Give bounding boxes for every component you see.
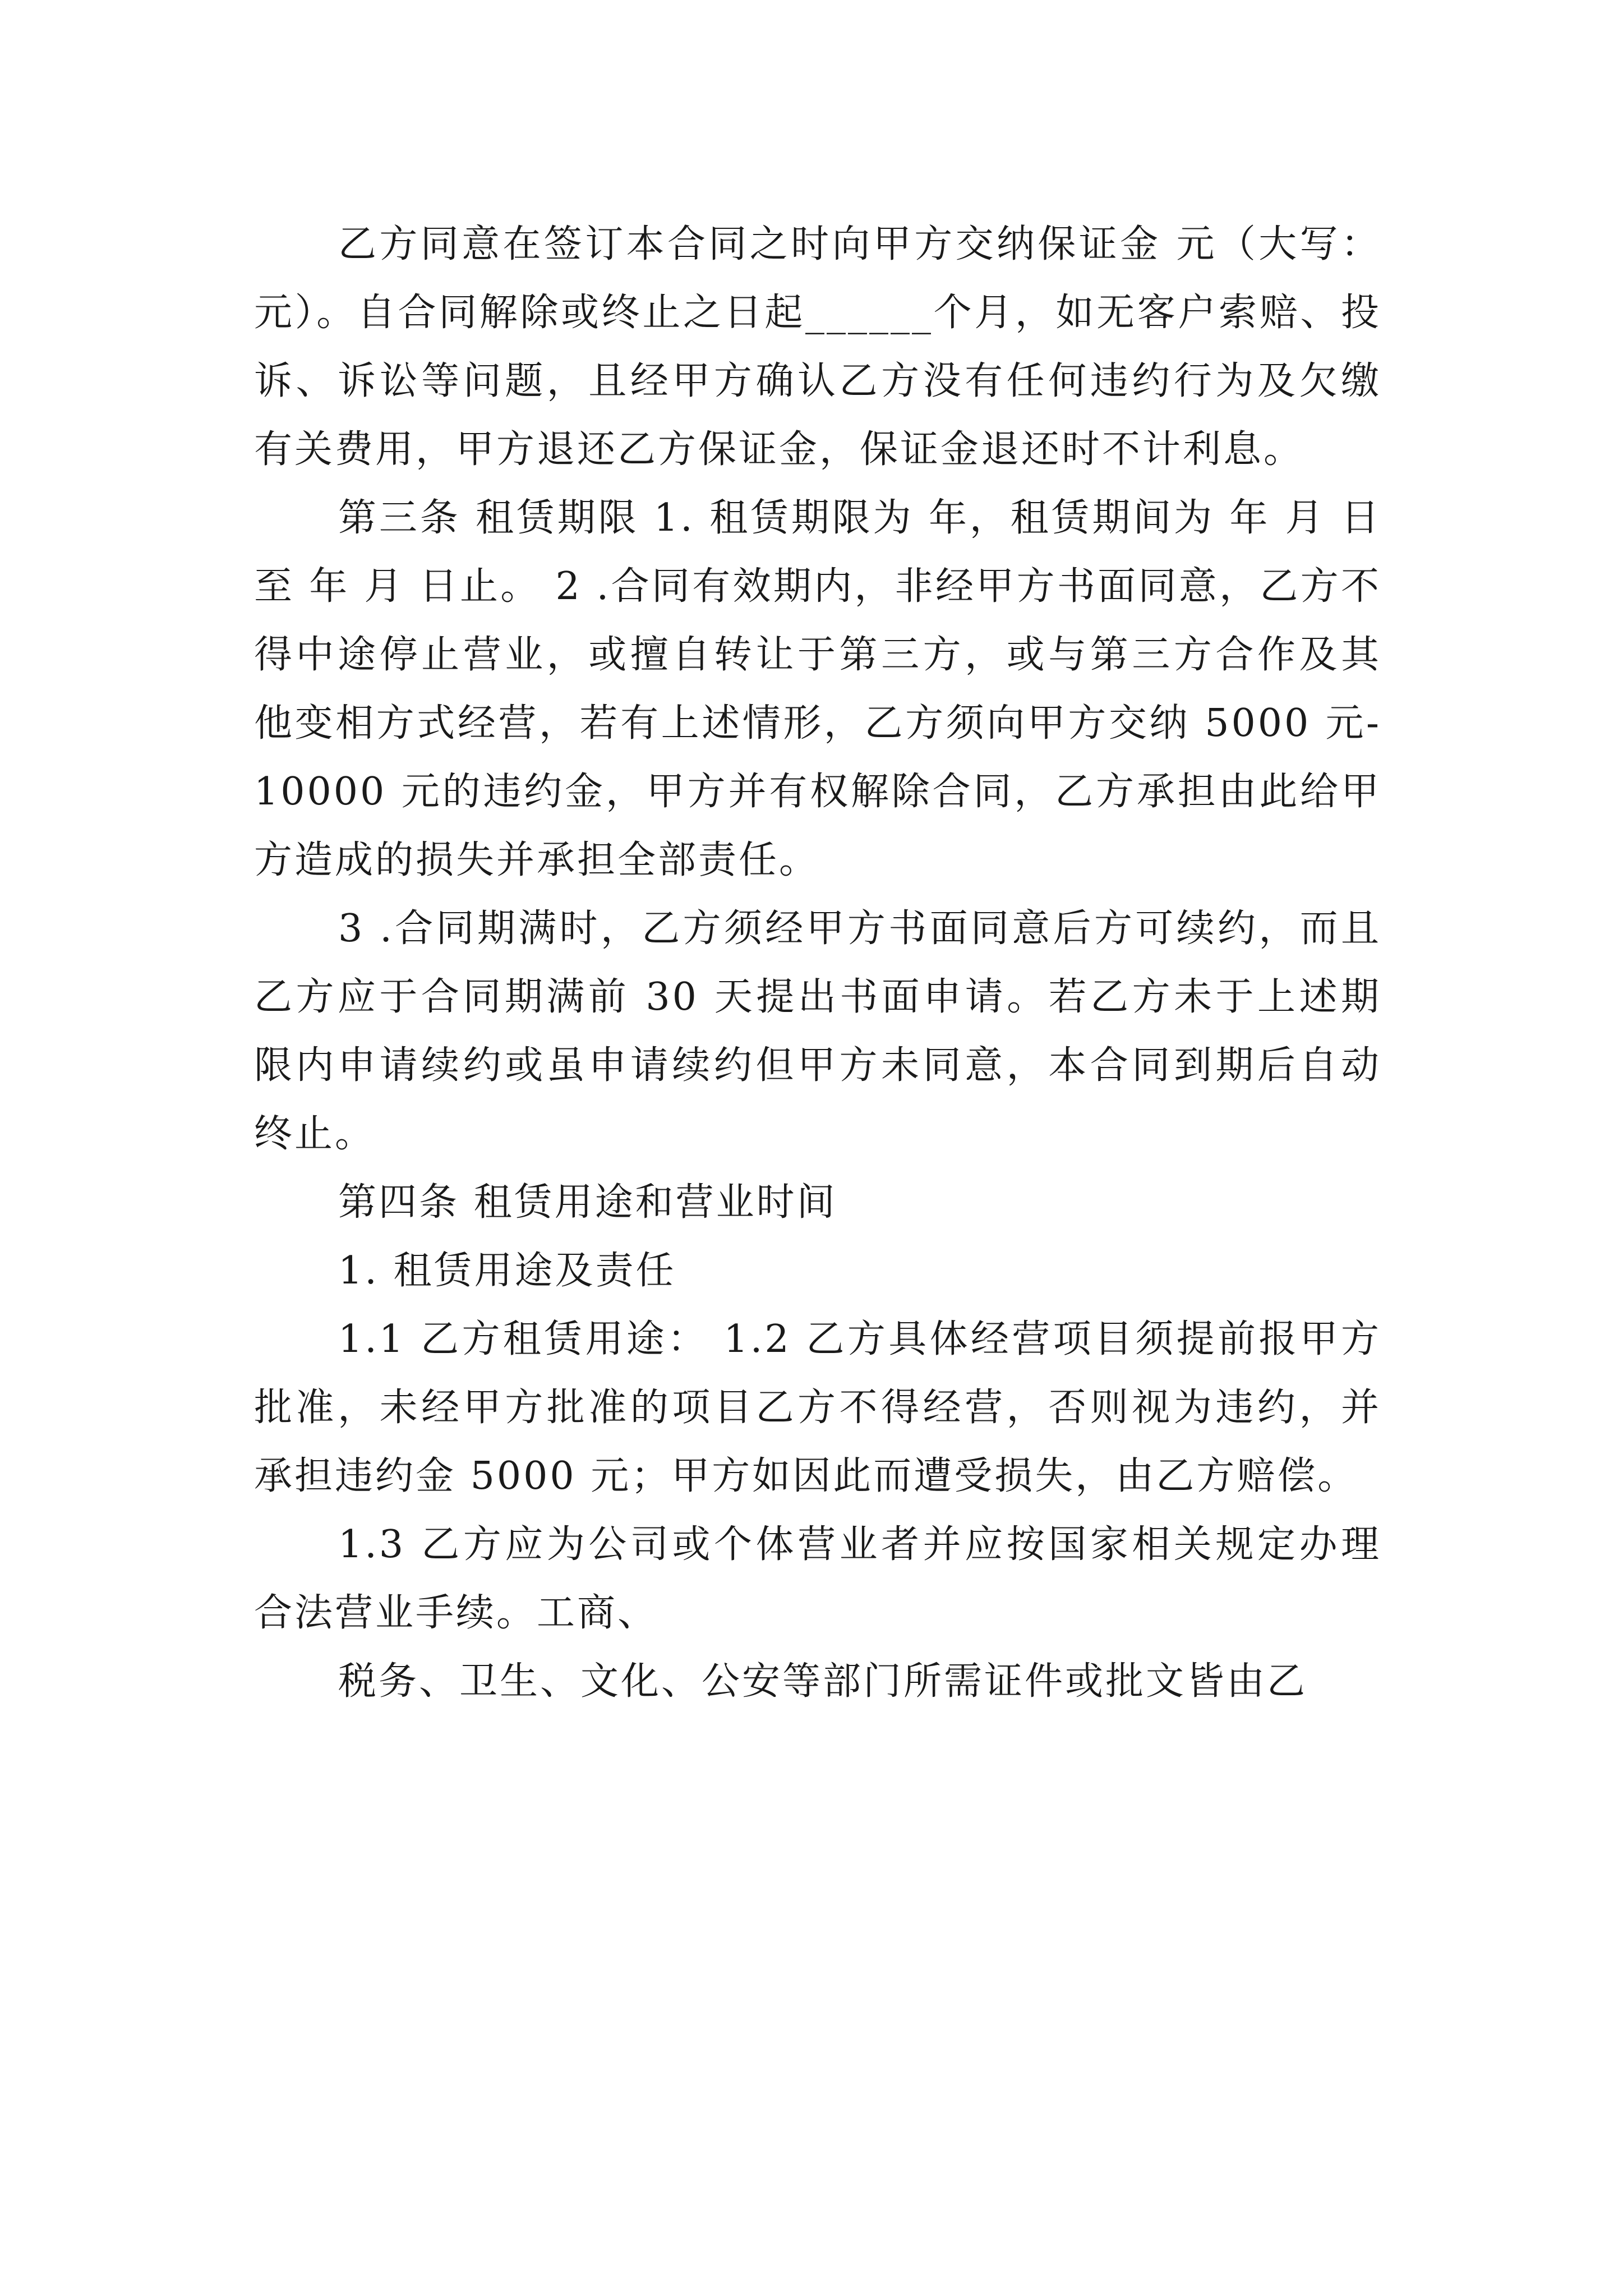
paragraph-clause-1-3-continued: 税务、卫生、文化、公安等部门所需证件或批文皆由乙 [338, 1659, 1308, 1704]
paragraph-contract-renewal: 3 .合同期满时，乙方须经甲方书面同意后方可续约，而且乙方应于合同期满前 30 天提出书面申请。若乙方未于上述期限内申请续约或虽申请续约但甲方未同意，本合同到期后自动终止。 [254, 907, 1381, 1156]
paragraph-article-3-lease-term: 第三条 租赁期限 1. 租赁期限为 年，租赁期间为 年 月 日至 年 月 日止。 2 .合同有效期内，非经甲方书面同意，乙方不得中途停止营业，或擅自转让于第三方，或与第三方合作及其他变相方式经营，若有上述情形，乙方须向甲方交纳 5000 元-10000 元的违约金，甲方并有权解除合同，乙方承担由此给甲方造成的损失并承担全部责任。 [254, 496, 1381, 882]
paragraph-clause-1-1-1-2: 1.1 乙方租赁用途： 1.2 乙方具体经营项目须提前报甲方批准，未经甲方批准的项目乙方不得经营，否则视为违约，并承担违约金 5000 元；甲方如因此而遭受损失，由乙方赔偿。 [254, 1317, 1381, 1498]
heading-lease-purpose: 1. 租赁用途及责任 [338, 1249, 676, 1293]
paragraph-clause-1-3: 1.3 乙方应为公司或个体营业者并应按国家相关规定办理合法营业手续。工商、 [254, 1522, 1381, 1635]
paragraph-deposit: 乙方同意在签订本合同之时向甲方交纳保证金 元（大写： 元）。自合同解除或终止之日起______个月，如无客户索赔、投诉、诉讼等问题，且经甲方确认乙方没有任何违约行为及欠缴有关费用，甲方退还乙方保证金，保证金退还时不计利息。 [254, 222, 1381, 472]
heading-article-4: 第四条 租赁用途和营业时间 [338, 1180, 837, 1225]
document-body [254, 210, 1381, 1716]
